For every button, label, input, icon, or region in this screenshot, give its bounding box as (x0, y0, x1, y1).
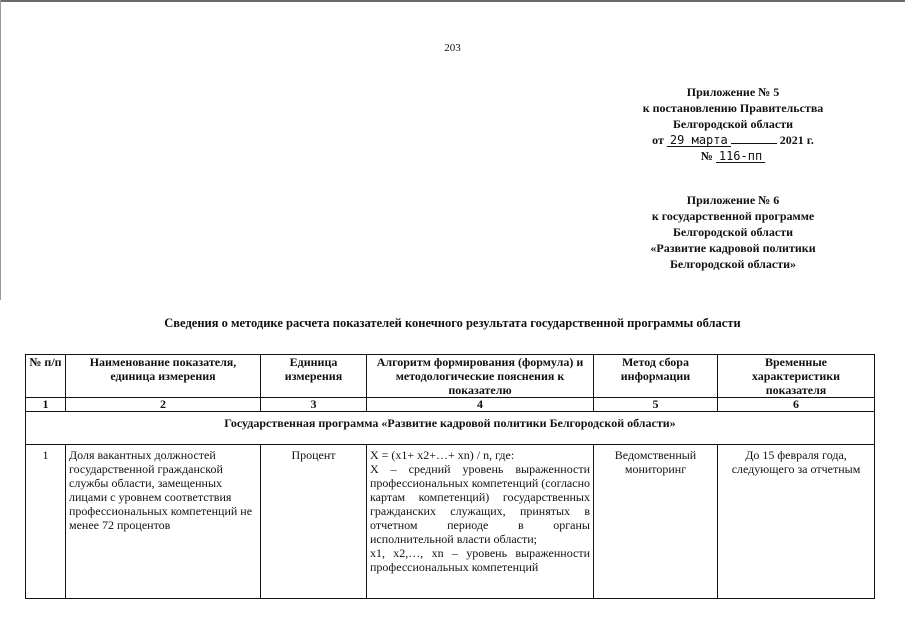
page-top-edge (0, 0, 905, 2)
column-number-row (26, 398, 875, 412)
appendix-5-line3: Белгородской области (672, 117, 794, 131)
header-unit: Единица измерения (261, 355, 367, 398)
appendix-5-title: Приложение № 5 (686, 85, 780, 99)
methodology-table (25, 354, 875, 599)
program-row (26, 412, 875, 445)
formula-explanation-x: X – средний уровень выраженности профессиональных компетенций (согласно картам компетенций) государственных гражданских служащих, принятых в отчетном периоде в органы исполнительной власти области; (370, 462, 590, 546)
date-year: 2021 г. (779, 133, 814, 147)
header-algorithm: Алгоритм формирования (формула) и методологические пояснения к показателю (367, 355, 594, 398)
appendix-5-number (583, 148, 883, 164)
indicator-unit: Процент (261, 445, 367, 599)
header-method: Метод сбора информации (594, 355, 718, 398)
formula-explanation-xi: x1, x2,…, xn – уровень выраженности профессиональных компетенций (370, 546, 590, 574)
time-characteristics: До 15 февраля года, следующего за отчетным (718, 445, 875, 599)
column-number: 2 (66, 398, 261, 412)
program-name: Государственная программа «Развитие кадровой политики Белгородской области» (26, 412, 875, 445)
header-timing: Временные характеристики показателя (718, 355, 875, 398)
column-number: 4 (367, 398, 594, 412)
header-name: Наименование показателя, единица измерения (66, 355, 261, 398)
table-header-row (26, 355, 875, 398)
appendix-6-line4: «Развитие кадровой политики (650, 241, 816, 255)
appendix-6-block (583, 192, 883, 272)
page-number: 203 (444, 42, 461, 54)
indicator-name: Доля вакантных должностей государственной гражданской службы области, замещенных лицами с уровнем соответствия профессиональных компетенций не менее 72 процентов (66, 445, 261, 599)
column-number: 6 (718, 398, 875, 412)
appendix-6-line5: Белгородской области» (669, 257, 797, 271)
date-handwritten: 29 марта (667, 134, 731, 147)
appendix-5-block (583, 84, 883, 164)
row-number: 1 (26, 445, 66, 599)
date-prefix: от (652, 133, 664, 147)
appendix-5-line2: к постановлению Правительства (642, 101, 824, 115)
indicator-formula-cell (367, 445, 594, 599)
header-num: № п/п (26, 355, 66, 398)
appendix-5-date (583, 132, 883, 148)
document-title: Сведения о методике расчета показателей конечного результата государственной программы области (164, 316, 741, 330)
date-blank (731, 133, 777, 144)
collection-method: Ведомственный мониторинг (594, 445, 718, 599)
number-prefix: № (700, 149, 713, 163)
appendix-6-line2: к государственной программе (651, 209, 815, 223)
formula: X = (x1+ x2+…+ xn) / n, где: (370, 448, 515, 462)
column-number: 5 (594, 398, 718, 412)
appendix-6-line3: Белгородской области (672, 225, 794, 239)
column-number: 3 (261, 398, 367, 412)
column-number: 1 (26, 398, 66, 412)
appendix-6-title: Приложение № 6 (686, 193, 780, 207)
number-handwritten: 116-пп (716, 150, 765, 163)
table-row (26, 445, 875, 599)
